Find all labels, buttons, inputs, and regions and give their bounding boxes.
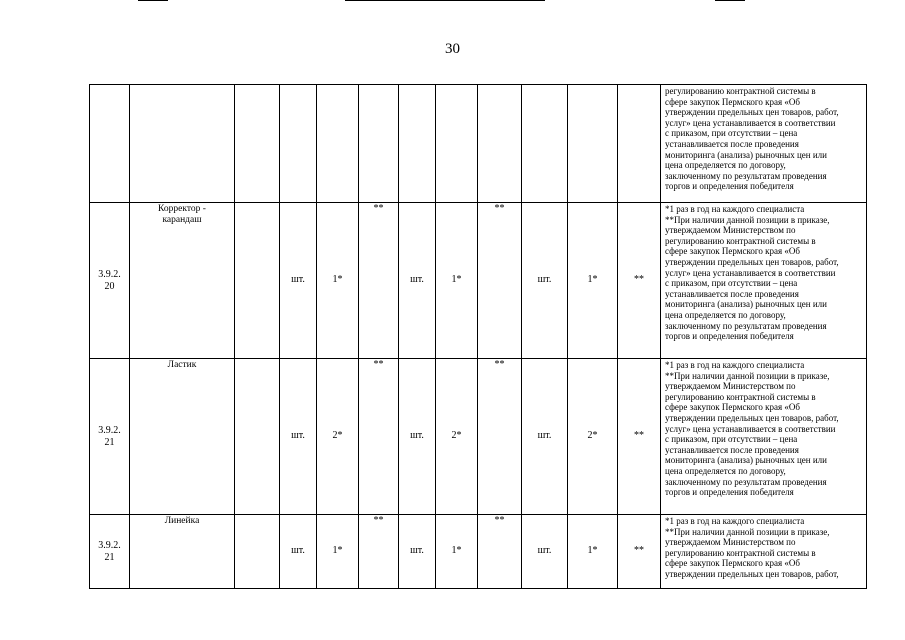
cell-name: Ластик (130, 359, 235, 515)
cell-unit: шт. (399, 359, 436, 515)
cell-qty: 1* (436, 203, 478, 359)
cell-unit: шт. (522, 203, 568, 359)
cell-star: ** (618, 515, 661, 589)
cell-qty: 1* (568, 515, 618, 589)
cell-unit: шт. (399, 203, 436, 359)
cell-star: ** (359, 203, 399, 359)
cell-unit: шт. (522, 515, 568, 589)
cell-name: Линейка (130, 515, 235, 589)
cell-num: 3.9.2. 21 (90, 359, 130, 515)
cell-note: *1 раз в год на каждого специалиста **При наличии данной позиции в приказе, утверждаемом Министерством по регулированию контрактной системы в сфере закупок Пермского края «Об утверждении предельных цен товаров, работ, услуг» цена устанавливается в соответствии с приказом, при отсутствии – цена устанавливается после проведения мониторинга (анализа) рыночных цен или цена определяется по договору, заключенному по результатам проведения торгов и определения победителя (661, 203, 867, 359)
cell-note: регулированию контрактной системы в сфере закупок Пермского края «Об утверждении предельных цен товаров, работ, услуг» цена устанавливается в соответствии с приказом, при отсутствии – цена устанавливается после проведения мониторинга (анализа) рыночных цен или цена определяется по договору, заключенному по результатам проведения торгов и определения победителя (661, 85, 867, 203)
cell-qty: 1* (317, 203, 359, 359)
cell-note: *1 раз в год на каждого специалиста **При наличии данной позиции в приказе, утверждаемом Министерством по регулированию контрактной системы в сфере закупок Пермского края «Об утверждении предельных цен товаров, работ, услуг» цена устанавливается в соответствии с приказом, при отсутствии – цена устанавливается после проведения мониторинга (анализа) рыночных цен или цена определяется по договору, заключенному по результатам проведения торгов и определения победителя (661, 359, 867, 515)
cell-star: ** (618, 203, 661, 359)
page-number: 30 (445, 41, 460, 57)
cell-qty: 2* (436, 359, 478, 515)
cell-star: ** (478, 515, 522, 589)
cell-qty: 1* (317, 515, 359, 589)
cell-star: ** (359, 515, 399, 589)
cell-num: 3.9.2. 20 (90, 203, 130, 359)
cell-unit: шт. (280, 359, 317, 515)
top-rule-left (138, 0, 168, 1)
cell-star: ** (478, 203, 522, 359)
cell-qty: 2* (568, 359, 618, 515)
table-row (90, 359, 867, 515)
cell-star: ** (478, 359, 522, 515)
cell-qty: 1* (568, 203, 618, 359)
cell-num (90, 85, 130, 203)
cell-name (130, 85, 235, 203)
table-row (90, 515, 867, 589)
cell-unit: шт. (280, 515, 317, 589)
table-row (90, 203, 867, 359)
top-rule-middle (345, 0, 545, 1)
cell-unit: шт. (399, 515, 436, 589)
cell-num: 3.9.2. 21 (90, 515, 130, 589)
specification-table (89, 84, 867, 589)
table-row-continuation (90, 85, 867, 203)
cell-note: *1 раз в год на каждого специалиста **При наличии данной позиции в приказе, утверждаемом Министерством по регулированию контрактной системы в сфере закупок Пермского края «Об утверждении предельных цен товаров, работ, (661, 515, 867, 589)
cell-name: Корректор - карандаш (130, 203, 235, 359)
top-rule-right (715, 0, 745, 1)
cell-star: ** (618, 359, 661, 515)
cell-unit: шт. (522, 359, 568, 515)
cell-star: ** (359, 359, 399, 515)
cell-qty: 1* (436, 515, 478, 589)
cell-qty: 2* (317, 359, 359, 515)
cell-unit: шт. (280, 203, 317, 359)
